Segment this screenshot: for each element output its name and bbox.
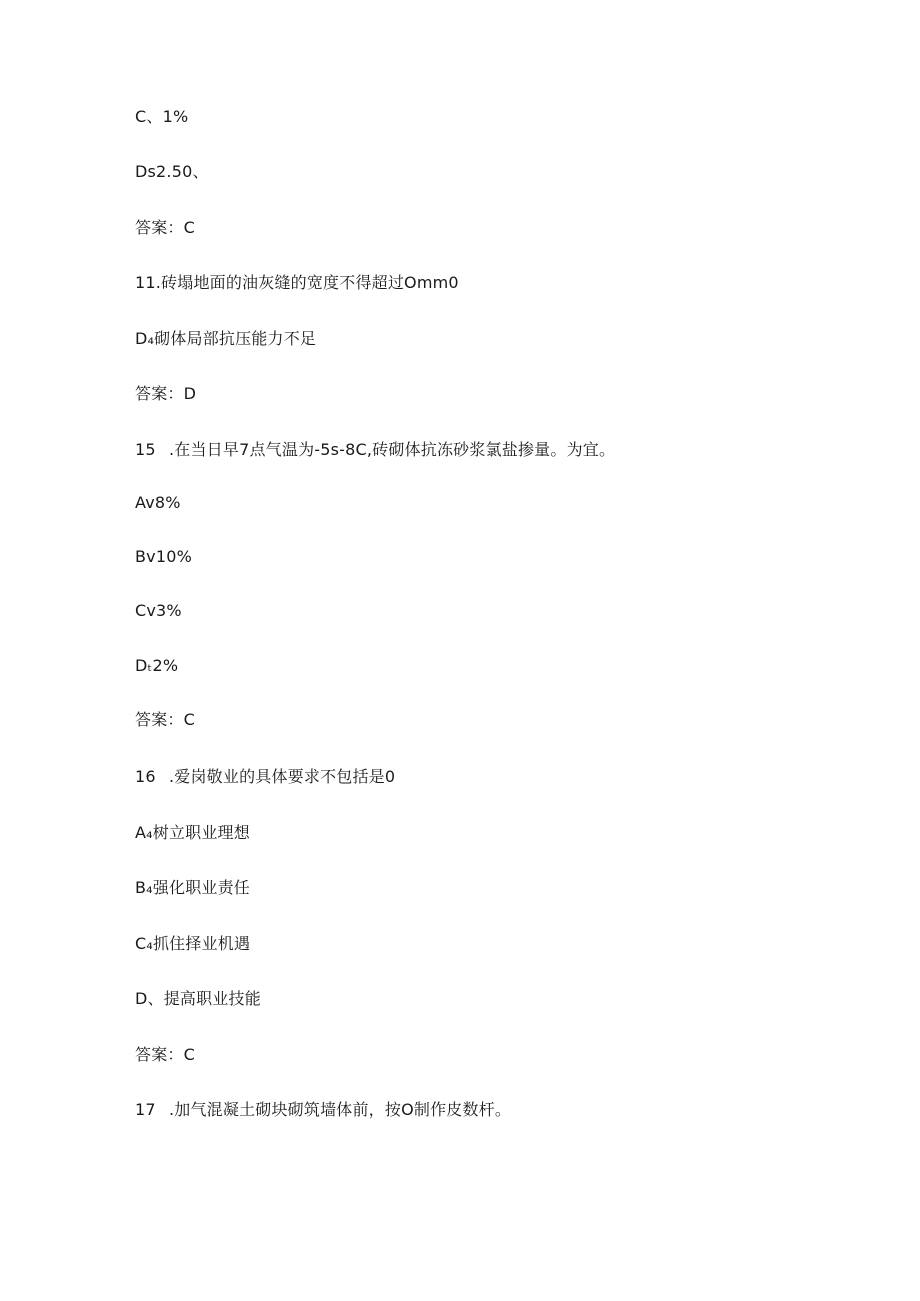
option-a: Av8% xyxy=(135,493,181,512)
question-number: 15 xyxy=(135,440,156,459)
question-number: 16 xyxy=(135,767,156,786)
question-number: 17 xyxy=(135,1100,156,1119)
answer-line: 答案：C xyxy=(135,1045,195,1064)
answer-line: 答案：C xyxy=(135,710,195,729)
option-c: C₄抓住择业机遇 xyxy=(135,934,251,953)
option-b: Bv10% xyxy=(135,547,193,566)
question-text: .在当日早7点气温为-5s-8C,砖砌体抗冻砂浆氯盐掺量。为宜。 xyxy=(169,440,616,459)
option-a: A₄树立职业理想 xyxy=(135,823,250,842)
question-15 xyxy=(135,440,615,460)
option-c: Cv3% xyxy=(135,601,182,620)
question-16 xyxy=(135,767,395,787)
option-d: Ds2.50、 xyxy=(135,162,209,181)
question-text: .爱岗敬业的具体要求不包括是0 xyxy=(169,767,396,786)
option-d: D、提高职业技能 xyxy=(135,989,261,1008)
option-d: Dₜ2% xyxy=(135,656,179,675)
question-text: .加气混凝土砌块砌筑墙体前，按O制作皮数杆。 xyxy=(169,1100,512,1119)
answer-line: 答案：C xyxy=(135,218,195,237)
question-17 xyxy=(135,1100,511,1120)
option-c: C、1% xyxy=(135,107,189,126)
option-d: D₄砌体局部抗压能力不足 xyxy=(135,329,317,348)
option-b: B₄强化职业责任 xyxy=(135,878,250,897)
answer-line: 答案：D xyxy=(135,384,197,403)
question-11: 11.砖塌地面的油灰缝的宽度不得超过Omm0 xyxy=(135,273,459,292)
